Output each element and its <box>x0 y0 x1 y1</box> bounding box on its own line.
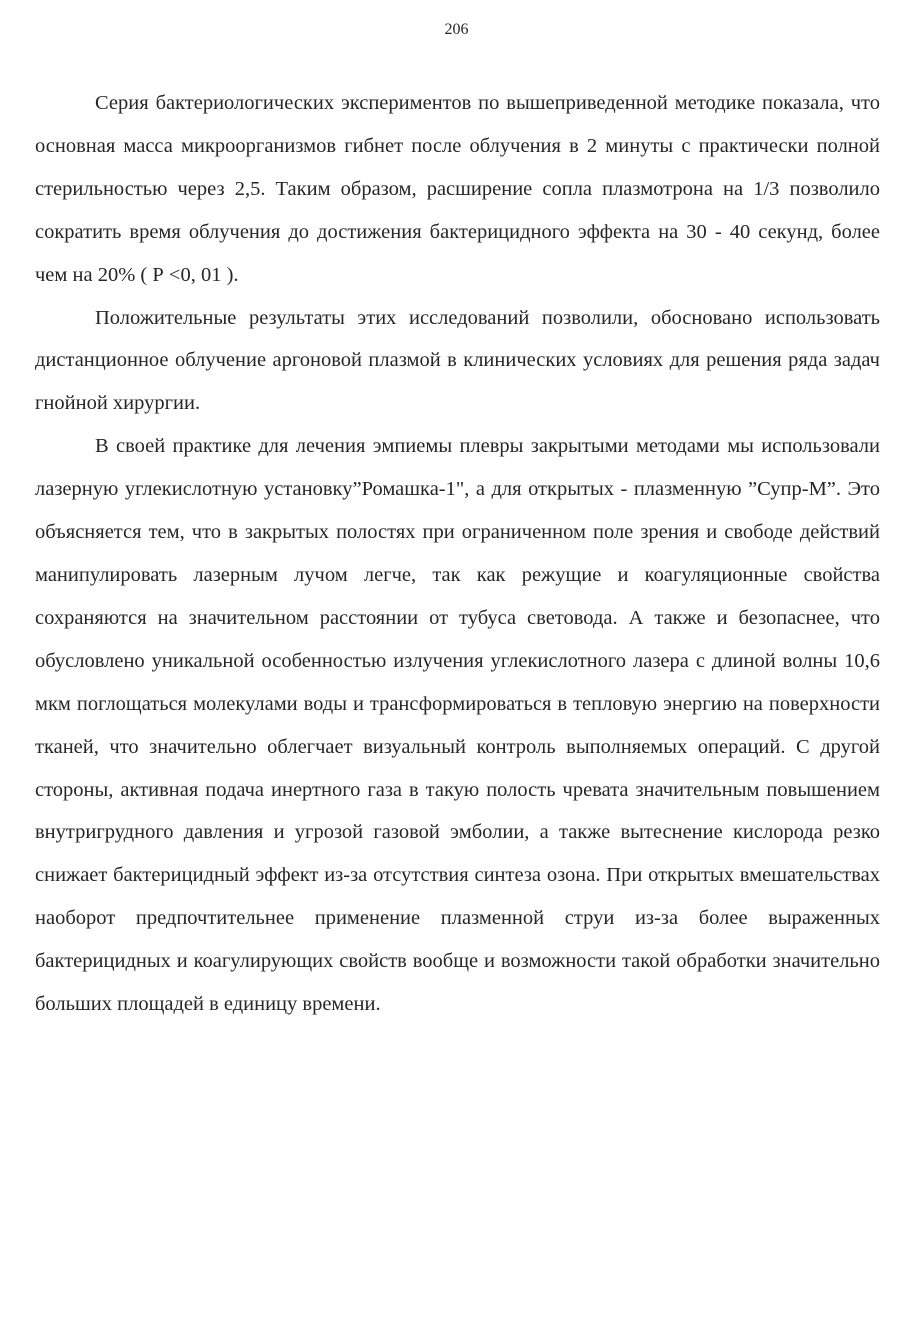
paragraph-clinical-use: Положительные результаты этих исследований позволили, обосновано использовать дистанционное облучение аргоновой плазмой в клинических условиях для решения ряда задач гнойной хирургии. <box>35 306 880 415</box>
page-number: 206 <box>444 21 469 38</box>
paragraph-experiment-results: Серия бактериологических экспериментов по вышеприведенной методике показала, что основная масса микроорганизмов гибнет после облучения в 2 минуты с практически полной стерильностью через 2,5. Таким образом, расширение сопла плазмотрона на 1/3 позволило сократить время облучения до достижения бактерицидного эффекта на 30 - 40 секунд, более чем на 20% ( Р <0, 01 ). <box>35 92 880 286</box>
document-body <box>35 82 880 1026</box>
paragraph-practice: В своей практике для лечения эмпиемы плевры закрытыми методами мы использовали лазерную углекислотную установку”Ромашка-1", а для открытых - плазменную ”Супр-М”. Это объясняется тем, что в закрытых полостях при ограниченном поле зрения и свободе действий манипулировать лазерным лучом легче, так как режущие и коагуляционные свойства сохраняются на значительном расстоянии от тубуса световода. А также и безопаснее, что обусловлено уникальной особенностью излучения углекислотного лазера с длиной волны 10,6 мкм поглощаться молекулами воды и трансформироваться в тепловую энергию на поверхности тканей, что значительно облегчает визуальный контроль выполняемых операций. С другой стороны, активная подача инертного газа в такую полость чревата значительным повышением внутригрудного давления и угрозой газовой эмболии, а также вытеснение кислорода резко снижает бактерицидный эффект из-за отсутствия синтеза озона. При открытых вмешательствах наоборот предпочтительнее применение плазменной струи из-за более выраженных бактерицидных и коагулирующих свойств вообще и возможности такой обработки значительно больших площадей в единицу времени. <box>35 435 880 1016</box>
